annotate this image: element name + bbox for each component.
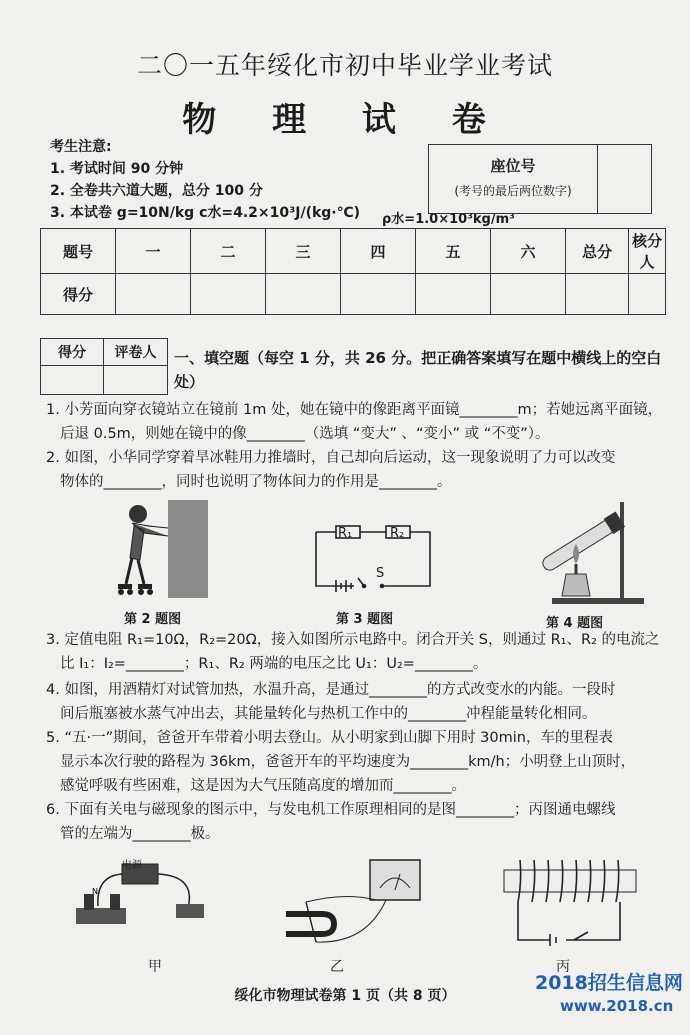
question-4-line-1: 4. 如图，用酒精灯对试管加热，水温升高，是通过________的方式改变水的内能。一段时 (46, 682, 616, 698)
score-table-header-row (41, 229, 666, 274)
question-3 (46, 628, 676, 676)
grader-score-field[interactable] (41, 366, 104, 395)
score-header-cell: 题号 (41, 229, 116, 274)
switch-s-label: S (376, 566, 385, 581)
figure-yi-galvanometer-image (276, 852, 426, 948)
resistor-r1-label: R₁ (338, 526, 353, 541)
page-footer: 绥化市物理试卷第 1 页（共 8 页） (234, 988, 456, 1004)
watermark-url: www.2018.cn (560, 997, 674, 1015)
figure-4-test-tube-image (522, 488, 652, 606)
exam-subtitle: 物 理 试 卷 (182, 100, 508, 140)
resistor-r2-label: R₂ (390, 526, 405, 541)
score-cell[interactable] (491, 274, 566, 315)
figure-2-caption: 第 2 题图 (124, 612, 182, 627)
exam-title: 二〇一五年绥化市初中毕业学业考试 (136, 51, 553, 80)
score-cell[interactable] (629, 274, 666, 315)
question-3-line-2: 比 I₁：I₂=________；R₁、R₂ 两端的电压之比 U₁：U₂=________。 (60, 656, 488, 672)
score-header-cell: 六 (491, 229, 566, 274)
score-cell[interactable] (191, 274, 266, 315)
score-header-cell: 二 (191, 229, 266, 274)
figure-jia-motor-image (66, 856, 246, 946)
question-5-line-1: 5. “五·一”期间，爸爸开车带着小明去登山。从小明家到山脚下用时 30min，车的里程表 (46, 730, 613, 746)
question-2 (46, 446, 676, 494)
score-header-cell: 三 (266, 229, 341, 274)
notice-item-1: 1. 考试时间 90 分钟 (50, 161, 184, 177)
score-cell[interactable] (266, 274, 341, 315)
figure-3-caption: 第 3 题图 (336, 612, 394, 627)
grader-name-label: 评卷人 (104, 339, 168, 366)
score-row-label: 得分 (41, 274, 116, 315)
figure-4-caption: 第 4 题图 (546, 616, 604, 631)
power-supply-label: 电源 (122, 860, 142, 871)
score-cell[interactable] (416, 274, 491, 315)
score-header-cell: 一 (116, 229, 191, 274)
question-2-line-1: 2. 如图，小华同学穿着旱冰鞋用力推墙时，自己却向后运动，这一现象说明了力可以改变 (46, 450, 616, 466)
question-6-line-1: 6. 下面有关电与磁现象的图示中，与发电机工作原理相同的是图________；丙图通电螺线 (46, 802, 616, 818)
candidate-notice (50, 136, 360, 224)
figure-3-circuit-diagram (308, 512, 438, 596)
question-1-line-2: 后退 0.5m，则她在镜中的像________（选填 “变大” 、“变小” 或 “不变”）。 (60, 426, 550, 442)
score-header-cell: 核分人 (629, 229, 666, 274)
score-table (40, 228, 666, 315)
question-3-line-1: 3. 定值电阻 R₁=10Ω，R₂=20Ω，接入如图所示电路中。闭合开关 S，则通过 R₁、R₂ 的电流之 (46, 632, 660, 648)
question-4 (46, 678, 676, 726)
question-6 (46, 798, 676, 846)
notice-heading: 考生注意: (50, 139, 112, 155)
figure-bing-label: 丙 (556, 959, 570, 975)
score-table-score-row (41, 274, 666, 315)
notice-item-3: 3. 本试卷 g=10N/kg c水=4.2×10³J/(kg·℃) (50, 205, 360, 221)
score-header-cell: 四 (341, 229, 416, 274)
figure-bing-solenoid-image (496, 844, 646, 962)
score-header-cell: 五 (416, 229, 491, 274)
question-2-line-2: 物体的________，同时也说明了物体间力的作用是________。 (60, 474, 452, 490)
seat-number-field[interactable] (598, 145, 651, 213)
score-cell[interactable] (566, 274, 629, 315)
seat-number-label-cell (429, 145, 598, 213)
figure-jia-label: 甲 (148, 959, 162, 975)
seat-number-hint: (考号的最后两位数字) (454, 184, 572, 198)
svg-text:N: N (92, 887, 98, 896)
grader-score-label: 得分 (41, 339, 104, 366)
notice-item-3-density: ρ水=1.0×10³kg/m³ (382, 212, 515, 227)
score-cell[interactable] (116, 274, 191, 315)
score-header-cell: 总分 (566, 229, 629, 274)
watermark-site-name: 2018招生信息网 (535, 972, 683, 994)
question-5-line-3: 感觉呼吸有些困难，这是因为大气压随高度的增加而________。 (60, 778, 466, 794)
seat-number-box (428, 144, 652, 214)
question-1-line-1: 1. 小芳面向穿衣镜站立在镜前 1m 处，她在镜中的像距离平面镜________m；若她远离平面镜， (46, 402, 663, 418)
grader-name-field[interactable] (104, 366, 168, 395)
score-cell[interactable] (341, 274, 416, 315)
question-5-line-2: 显示本次行驶的路程为 36km，爸爸开车的平均速度为________km/h；小明登上山顶时， (60, 754, 636, 770)
notice-item-2: 2. 全卷共六道大题，总分 100 分 (50, 183, 263, 199)
question-4-line-2: 间后瓶塞被水蒸气冲出去，其能量转化与热机工作中的________冲程能量转化相同。 (60, 706, 597, 722)
seat-number-label: 座位号 (490, 157, 536, 175)
question-1 (46, 398, 676, 446)
grader-table (40, 338, 168, 395)
question-6-line-2: 管的左端为________极。 (60, 826, 220, 842)
figure-yi-label: 乙 (330, 959, 344, 975)
section-title: 一、填空题（每空 1 分，共 26 分。把正确答案填写在题中横线上的空白处） (174, 349, 662, 391)
question-5 (46, 726, 676, 798)
figure-2-skater-image (110, 498, 210, 602)
